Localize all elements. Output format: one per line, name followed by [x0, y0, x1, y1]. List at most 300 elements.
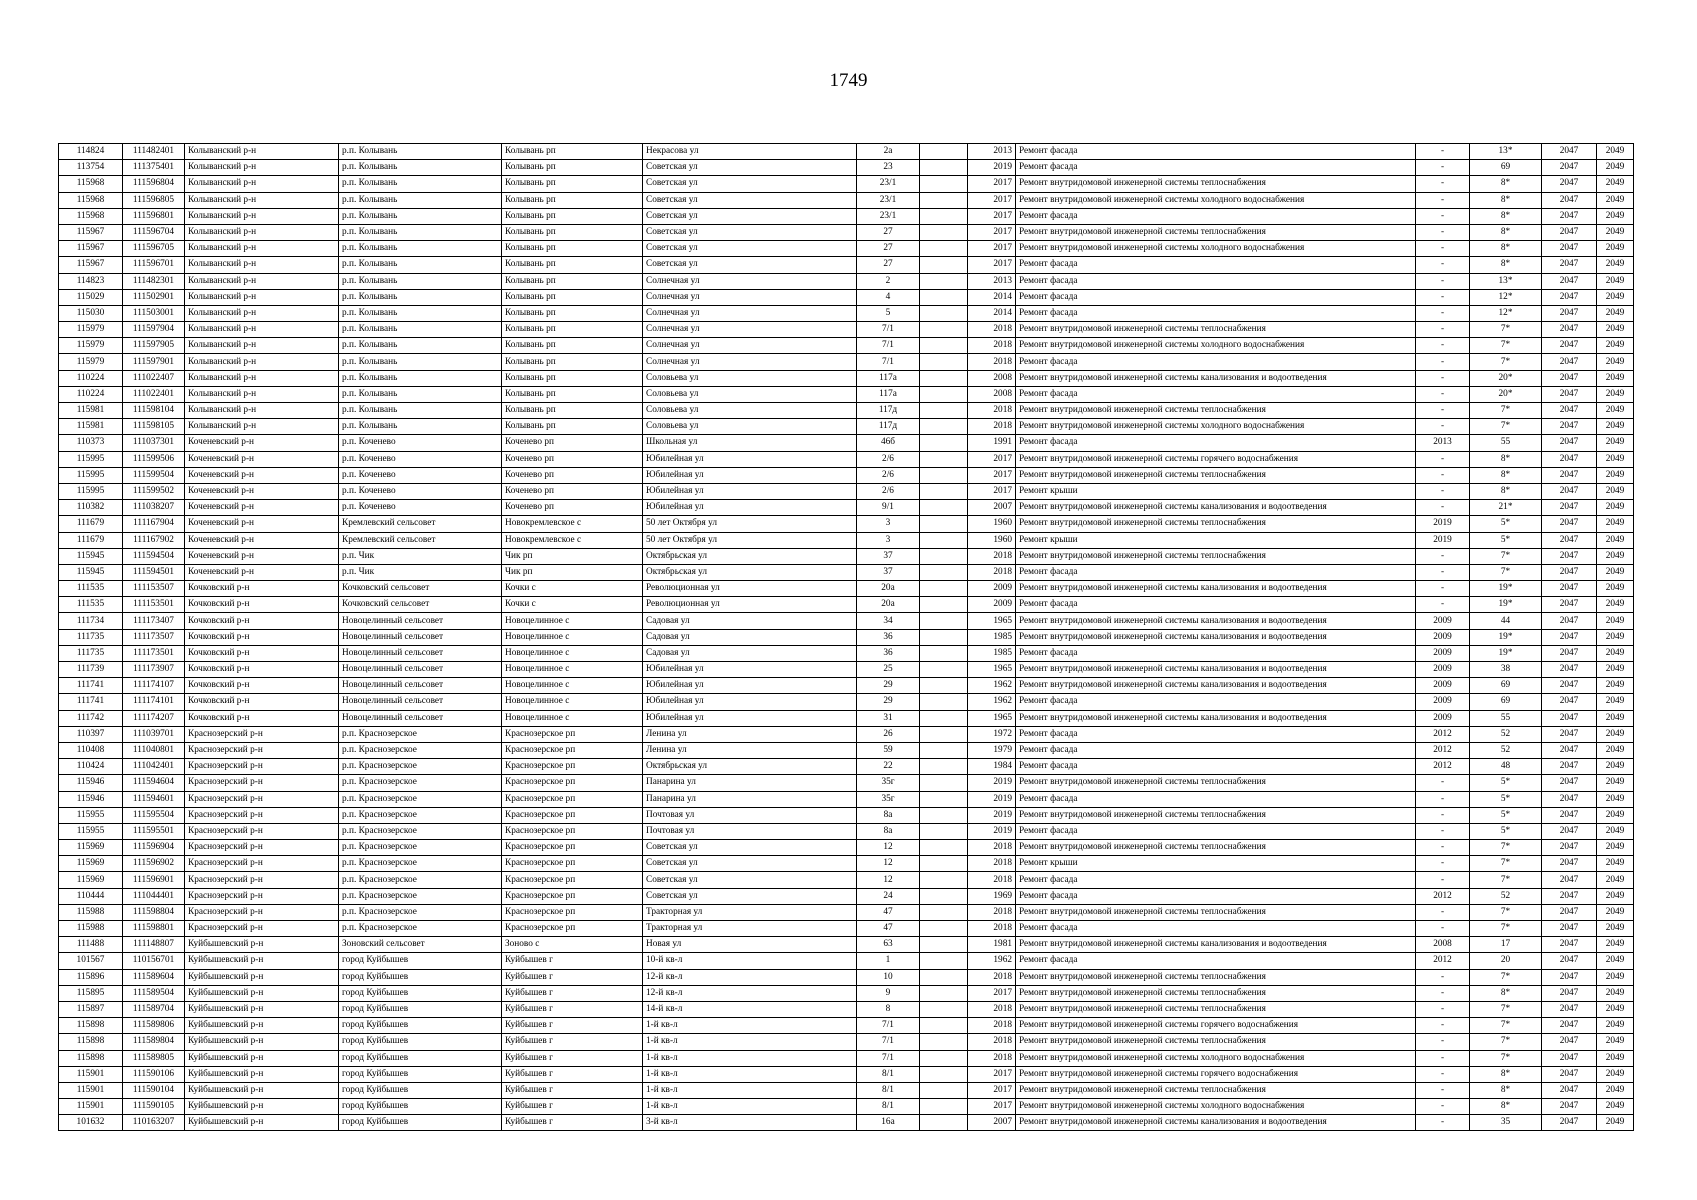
house-number-cell: 12 [857, 872, 920, 888]
blank-cell [920, 144, 968, 160]
wear-value-cell: 8* [1470, 208, 1542, 224]
year-built-cell: 2017 [968, 1066, 1016, 1082]
house-number-cell: 36 [857, 645, 920, 661]
municipality-cell: р.п. Краснозерское [339, 872, 502, 888]
table-row [59, 629, 1634, 645]
municipality-cell: р.п. Коченево [339, 467, 502, 483]
municipality-cell: р.п. Краснозерское [339, 840, 502, 856]
house-number-cell: 8 [857, 1001, 920, 1017]
street-cell: 12-й кв-л [643, 969, 857, 985]
blank-cell [920, 904, 968, 920]
blank-cell [920, 581, 968, 597]
work-type-cell: Ремонт фасада [1016, 823, 1416, 839]
wear-value-cell: 20* [1470, 386, 1542, 402]
element-code-cell: 110163207 [123, 1115, 185, 1131]
year-built-cell: 1985 [968, 629, 1016, 645]
street-cell: Соловьева ул [643, 419, 857, 435]
house-number-cell: 2а [857, 144, 920, 160]
wear-value-cell: 7* [1470, 1050, 1542, 1066]
year-built-cell: 2008 [968, 386, 1016, 402]
plan-year-end-cell: 2049 [1597, 1018, 1634, 1034]
street-cell: Советская ул [643, 160, 857, 176]
municipality-cell: р.п. Колывань [339, 386, 502, 402]
record-id-cell: 115946 [59, 791, 123, 807]
district-cell: Краснозерский р-н [185, 726, 339, 742]
district-cell: Колыванский р-н [185, 208, 339, 224]
work-type-cell: Ремонт внутридомовой инженерной системы теплоснабжения [1016, 224, 1416, 240]
district-cell: Краснозерский р-н [185, 775, 339, 791]
work-type-cell: Ремонт фасада [1016, 953, 1416, 969]
year-built-cell: 2007 [968, 500, 1016, 516]
street-cell: Советская ул [643, 257, 857, 273]
blank-cell [920, 742, 968, 758]
year-built-cell: 2018 [968, 403, 1016, 419]
settlement-cell: Краснозерское рп [502, 888, 643, 904]
wear-value-cell: 5* [1470, 791, 1542, 807]
work-type-cell: Ремонт внутридомовой инженерной системы теплоснабжения [1016, 904, 1416, 920]
wear-value-cell: 8* [1470, 257, 1542, 273]
district-cell: Коченевский р-н [185, 435, 339, 451]
street-cell: Солнечная ул [643, 354, 857, 370]
element-code-cell: 111596804 [123, 176, 185, 192]
table-row [59, 1099, 1634, 1115]
work-type-cell: Ремонт внутридомовой инженерной системы холодного водоснабжения [1016, 419, 1416, 435]
blank-cell [920, 208, 968, 224]
wear-value-cell: 17 [1470, 937, 1542, 953]
record-id-cell: 110424 [59, 759, 123, 775]
year-built-cell: 2019 [968, 775, 1016, 791]
municipality-cell: р.п. Колывань [339, 176, 502, 192]
element-code-cell: 111167904 [123, 516, 185, 532]
blank-cell [920, 1001, 968, 1017]
year-built-cell: 1981 [968, 937, 1016, 953]
street-cell: Юбилейная ул [643, 483, 857, 499]
house-number-cell: 117а [857, 386, 920, 402]
settlement-cell: Колывань рп [502, 273, 643, 289]
work-type-cell: Ремонт фасада [1016, 354, 1416, 370]
settlement-cell: Куйбышев г [502, 1018, 643, 1034]
plan-year-start-cell: 2047 [1542, 791, 1597, 807]
work-type-cell: Ремонт внутридомовой инженерной системы канализования и водоотведения [1016, 937, 1416, 953]
district-cell: Колыванский р-н [185, 322, 339, 338]
plan-year-start-cell: 2047 [1542, 1115, 1597, 1131]
district-cell: Колыванский р-н [185, 419, 339, 435]
work-type-cell: Ремонт внутридомовой инженерной системы канализования и водоотведения [1016, 662, 1416, 678]
plan-year-start-cell: 2047 [1542, 840, 1597, 856]
year-built-cell: 2017 [968, 985, 1016, 1001]
work-type-cell: Ремонт фасада [1016, 386, 1416, 402]
house-number-cell: 8а [857, 823, 920, 839]
table-row [59, 937, 1634, 953]
street-cell: Новая ул [643, 937, 857, 953]
municipality-cell: р.п. Колывань [339, 305, 502, 321]
element-code-cell: 111597905 [123, 338, 185, 354]
street-cell: Советская ул [643, 856, 857, 872]
plan-year-start-cell: 2047 [1542, 694, 1597, 710]
plan-year-start-cell: 2047 [1542, 937, 1597, 953]
house-number-cell: 7/1 [857, 338, 920, 354]
work-type-cell: Ремонт фасада [1016, 208, 1416, 224]
plan-year-end-cell: 2049 [1597, 985, 1634, 1001]
municipality-cell: р.п. Колывань [339, 419, 502, 435]
work-type-cell: Ремонт фасада [1016, 742, 1416, 758]
plan-year-start-cell: 2047 [1542, 710, 1597, 726]
last-repair-year-cell: - [1416, 985, 1470, 1001]
plan-year-end-cell: 2049 [1597, 322, 1634, 338]
table-row [59, 338, 1634, 354]
table-row [59, 305, 1634, 321]
district-cell: Куйбышевский р-н [185, 1115, 339, 1131]
municipality-cell: р.п. Краснозерское [339, 759, 502, 775]
work-type-cell: Ремонт внутридомовой инженерной системы теплоснабжения [1016, 176, 1416, 192]
element-code-cell: 111375401 [123, 160, 185, 176]
street-cell: 14-й кв-л [643, 1001, 857, 1017]
blank-cell [920, 775, 968, 791]
district-cell: Коченевский р-н [185, 548, 339, 564]
table-row [59, 1115, 1634, 1131]
house-number-cell: 7/1 [857, 1050, 920, 1066]
plan-year-end-cell: 2049 [1597, 759, 1634, 775]
house-number-cell: 5 [857, 305, 920, 321]
element-code-cell: 111502901 [123, 289, 185, 305]
year-built-cell: 2018 [968, 872, 1016, 888]
plan-year-start-cell: 2047 [1542, 1082, 1597, 1098]
year-built-cell: 1972 [968, 726, 1016, 742]
house-number-cell: 29 [857, 678, 920, 694]
year-built-cell: 2017 [968, 1082, 1016, 1098]
municipality-cell: Новоцелинный сельсовет [339, 645, 502, 661]
record-id-cell: 115968 [59, 176, 123, 192]
work-type-cell: Ремонт внутридомовой инженерной системы теплоснабжения [1016, 1001, 1416, 1017]
year-built-cell: 2017 [968, 451, 1016, 467]
table-row [59, 581, 1634, 597]
element-code-cell: 111044401 [123, 888, 185, 904]
district-cell: Кочковский р-н [185, 710, 339, 726]
blank-cell [920, 516, 968, 532]
settlement-cell: Краснозерское рп [502, 856, 643, 872]
table-row [59, 257, 1634, 273]
plan-year-start-cell: 2047 [1542, 241, 1597, 257]
year-built-cell: 1965 [968, 710, 1016, 726]
year-built-cell: 2017 [968, 241, 1016, 257]
settlement-cell: Краснозерское рп [502, 840, 643, 856]
blank-cell [920, 759, 968, 775]
element-code-cell: 111596904 [123, 840, 185, 856]
house-number-cell: 46б [857, 435, 920, 451]
district-cell: Колыванский р-н [185, 144, 339, 160]
plan-year-end-cell: 2049 [1597, 953, 1634, 969]
settlement-cell: Зоново с [502, 937, 643, 953]
plan-year-end-cell: 2049 [1597, 273, 1634, 289]
settlement-cell: Краснозерское рп [502, 742, 643, 758]
year-built-cell: 2017 [968, 192, 1016, 208]
record-id-cell: 115995 [59, 483, 123, 499]
district-cell: Куйбышевский р-н [185, 969, 339, 985]
settlement-cell: Колывань рп [502, 176, 643, 192]
plan-year-end-cell: 2049 [1597, 581, 1634, 597]
record-id-cell: 111742 [59, 710, 123, 726]
wear-value-cell: 7* [1470, 921, 1542, 937]
district-cell: Краснозерский р-н [185, 921, 339, 937]
street-cell: Юбилейная ул [643, 694, 857, 710]
record-id-cell: 115967 [59, 257, 123, 273]
element-code-cell: 111594604 [123, 775, 185, 791]
year-built-cell: 1979 [968, 742, 1016, 758]
element-code-cell: 111597904 [123, 322, 185, 338]
work-type-cell: Ремонт крыши [1016, 856, 1416, 872]
wear-value-cell: 7* [1470, 1018, 1542, 1034]
element-code-cell: 111596704 [123, 224, 185, 240]
municipality-cell: город Куйбышев [339, 1099, 502, 1115]
wear-value-cell: 7* [1470, 904, 1542, 920]
element-code-cell: 111594504 [123, 548, 185, 564]
element-code-cell: 111589704 [123, 1001, 185, 1017]
last-repair-year-cell: 2019 [1416, 516, 1470, 532]
work-type-cell: Ремонт фасада [1016, 726, 1416, 742]
plan-year-end-cell: 2049 [1597, 888, 1634, 904]
settlement-cell: Куйбышев г [502, 985, 643, 1001]
house-number-cell: 23/1 [857, 176, 920, 192]
work-type-cell: Ремонт внутридомовой инженерной системы холодного водоснабжения [1016, 338, 1416, 354]
settlement-cell: Краснозерское рп [502, 904, 643, 920]
work-type-cell: Ремонт фасада [1016, 257, 1416, 273]
street-cell: Советская ул [643, 840, 857, 856]
year-built-cell: 2017 [968, 1099, 1016, 1115]
blank-cell [920, 807, 968, 823]
district-cell: Колыванский р-н [185, 224, 339, 240]
element-code-cell: 111596901 [123, 872, 185, 888]
page-number: 1749 [829, 70, 868, 91]
year-built-cell: 1962 [968, 678, 1016, 694]
street-cell: Октябрьская ул [643, 564, 857, 580]
record-id-cell: 115898 [59, 1050, 123, 1066]
wear-value-cell: 7* [1470, 354, 1542, 370]
municipality-cell: р.п. Коченево [339, 500, 502, 516]
record-id-cell: 115898 [59, 1034, 123, 1050]
district-cell: Колыванский р-н [185, 160, 339, 176]
last-repair-year-cell: 2013 [1416, 435, 1470, 451]
year-built-cell: 1962 [968, 694, 1016, 710]
last-repair-year-cell: - [1416, 241, 1470, 257]
record-id-cell: 115981 [59, 403, 123, 419]
settlement-cell: Колывань рп [502, 403, 643, 419]
work-type-cell: Ремонт внутридомовой инженерной системы канализования и водоотведения [1016, 581, 1416, 597]
year-built-cell: 1965 [968, 613, 1016, 629]
plan-year-start-cell: 2047 [1542, 224, 1597, 240]
house-number-cell: 27 [857, 224, 920, 240]
settlement-cell: Новокремлевское с [502, 516, 643, 532]
element-code-cell: 111597901 [123, 354, 185, 370]
settlement-cell: Кочки с [502, 581, 643, 597]
municipality-cell: Новоцелинный сельсовет [339, 662, 502, 678]
house-number-cell: 23 [857, 160, 920, 176]
element-code-cell: 111595501 [123, 823, 185, 839]
table-row [59, 370, 1634, 386]
year-built-cell: 2014 [968, 305, 1016, 321]
year-built-cell: 1985 [968, 645, 1016, 661]
wear-value-cell: 35 [1470, 1115, 1542, 1131]
element-code-cell: 111042401 [123, 759, 185, 775]
plan-year-start-cell: 2047 [1542, 953, 1597, 969]
last-repair-year-cell: - [1416, 370, 1470, 386]
house-number-cell: 8/1 [857, 1099, 920, 1115]
house-number-cell: 3 [857, 532, 920, 548]
blank-cell [920, 192, 968, 208]
element-code-cell: 111599506 [123, 451, 185, 467]
plan-year-end-cell: 2049 [1597, 208, 1634, 224]
blank-cell [920, 176, 968, 192]
plan-year-end-cell: 2049 [1597, 1115, 1634, 1131]
last-repair-year-cell: - [1416, 1001, 1470, 1017]
wear-value-cell: 69 [1470, 694, 1542, 710]
house-number-cell: 24 [857, 888, 920, 904]
plan-year-start-cell: 2047 [1542, 403, 1597, 419]
plan-year-start-cell: 2047 [1542, 467, 1597, 483]
plan-year-end-cell: 2049 [1597, 370, 1634, 386]
district-cell: Коченевский р-н [185, 516, 339, 532]
house-number-cell: 27 [857, 257, 920, 273]
work-type-cell: Ремонт внутридомовой инженерной системы канализования и водоотведения [1016, 500, 1416, 516]
work-type-cell: Ремонт фасада [1016, 645, 1416, 661]
settlement-cell: Краснозерское рп [502, 759, 643, 775]
record-id-cell: 110397 [59, 726, 123, 742]
district-cell: Куйбышевский р-н [185, 1050, 339, 1066]
blank-cell [920, 1050, 968, 1066]
work-type-cell: Ремонт крыши [1016, 532, 1416, 548]
work-type-cell: Ремонт фасада [1016, 888, 1416, 904]
street-cell: 1-й кв-л [643, 1066, 857, 1082]
street-cell: Советская ул [643, 208, 857, 224]
settlement-cell: Куйбышев г [502, 953, 643, 969]
house-number-cell: 37 [857, 548, 920, 564]
street-cell: Октябрьская ул [643, 759, 857, 775]
settlement-cell: Колывань рп [502, 208, 643, 224]
plan-year-start-cell: 2047 [1542, 969, 1597, 985]
plan-year-end-cell: 2049 [1597, 694, 1634, 710]
plan-year-end-cell: 2049 [1597, 710, 1634, 726]
plan-year-start-cell: 2047 [1542, 419, 1597, 435]
element-code-cell: 110156701 [123, 953, 185, 969]
element-code-cell: 111153507 [123, 581, 185, 597]
element-code-cell: 111594501 [123, 564, 185, 580]
plan-year-end-cell: 2049 [1597, 597, 1634, 613]
settlement-cell: Кочки с [502, 597, 643, 613]
street-cell: Садовая ул [643, 613, 857, 629]
element-code-cell: 111148807 [123, 937, 185, 953]
work-type-cell: Ремонт фасада [1016, 435, 1416, 451]
plan-year-start-cell: 2047 [1542, 435, 1597, 451]
house-number-cell: 37 [857, 564, 920, 580]
record-id-cell: 115969 [59, 840, 123, 856]
district-cell: Коченевский р-н [185, 564, 339, 580]
plan-year-start-cell: 2047 [1542, 322, 1597, 338]
house-number-cell: 59 [857, 742, 920, 758]
wear-value-cell: 8* [1470, 241, 1542, 257]
blank-cell [920, 322, 968, 338]
plan-year-end-cell: 2049 [1597, 241, 1634, 257]
plan-year-end-cell: 2049 [1597, 775, 1634, 791]
table-row [59, 435, 1634, 451]
district-cell: Кочковский р-н [185, 694, 339, 710]
table-row [59, 807, 1634, 823]
table-row [59, 208, 1634, 224]
wear-value-cell: 52 [1470, 726, 1542, 742]
record-id-cell: 111535 [59, 597, 123, 613]
plan-year-end-cell: 2049 [1597, 176, 1634, 192]
street-cell: 12-й кв-л [643, 985, 857, 1001]
plan-year-start-cell: 2047 [1542, 985, 1597, 1001]
record-id-cell: 115896 [59, 969, 123, 985]
work-type-cell: Ремонт фасада [1016, 791, 1416, 807]
settlement-cell: Краснозерское рп [502, 872, 643, 888]
plan-year-start-cell: 2047 [1542, 289, 1597, 305]
settlement-cell: Новоцелинное с [502, 678, 643, 694]
element-code-cell: 111598105 [123, 419, 185, 435]
district-cell: Колыванский р-н [185, 257, 339, 273]
table-row [59, 289, 1634, 305]
year-built-cell: 2018 [968, 921, 1016, 937]
district-cell: Колыванский р-н [185, 403, 339, 419]
street-cell: Советская ул [643, 872, 857, 888]
wear-value-cell: 12* [1470, 305, 1542, 321]
last-repair-year-cell: 2012 [1416, 726, 1470, 742]
table-row [59, 467, 1634, 483]
house-number-cell: 20а [857, 597, 920, 613]
street-cell: Юбилейная ул [643, 467, 857, 483]
blank-cell [920, 694, 968, 710]
settlement-cell: Краснозерское рп [502, 823, 643, 839]
record-id-cell: 115901 [59, 1066, 123, 1082]
plan-year-start-cell: 2047 [1542, 904, 1597, 920]
table-row [59, 759, 1634, 775]
house-number-cell: 9 [857, 985, 920, 1001]
wear-value-cell: 19* [1470, 597, 1542, 613]
work-type-cell: Ремонт фасада [1016, 694, 1416, 710]
plan-year-start-cell: 2047 [1542, 1018, 1597, 1034]
district-cell: Куйбышевский р-н [185, 1082, 339, 1098]
wear-value-cell: 69 [1470, 160, 1542, 176]
table-row [59, 921, 1634, 937]
record-id-cell: 110224 [59, 386, 123, 402]
table-row [59, 904, 1634, 920]
blank-cell [920, 888, 968, 904]
wear-value-cell: 20* [1470, 370, 1542, 386]
table-row [59, 500, 1634, 516]
work-type-cell: Ремонт внутридомовой инженерной системы теплоснабжения [1016, 807, 1416, 823]
element-code-cell: 111599504 [123, 467, 185, 483]
year-built-cell: 1960 [968, 516, 1016, 532]
table-row [59, 1034, 1634, 1050]
table-row [59, 678, 1634, 694]
element-code-cell: 111039701 [123, 726, 185, 742]
municipality-cell: Новоцелинный сельсовет [339, 694, 502, 710]
street-cell: Солнечная ул [643, 273, 857, 289]
table-row [59, 1082, 1634, 1098]
last-repair-year-cell: - [1416, 904, 1470, 920]
district-cell: Кочковский р-н [185, 581, 339, 597]
settlement-cell: Новоцелинное с [502, 629, 643, 645]
last-repair-year-cell: - [1416, 872, 1470, 888]
element-code-cell: 111173501 [123, 645, 185, 661]
work-type-cell: Ремонт фасада [1016, 597, 1416, 613]
street-cell: 50 лет Октября ул [643, 532, 857, 548]
last-repair-year-cell: - [1416, 192, 1470, 208]
street-cell: Революционная ул [643, 581, 857, 597]
blank-cell [920, 532, 968, 548]
year-built-cell: 1991 [968, 435, 1016, 451]
street-cell: Советская ул [643, 176, 857, 192]
table-row [59, 645, 1634, 661]
